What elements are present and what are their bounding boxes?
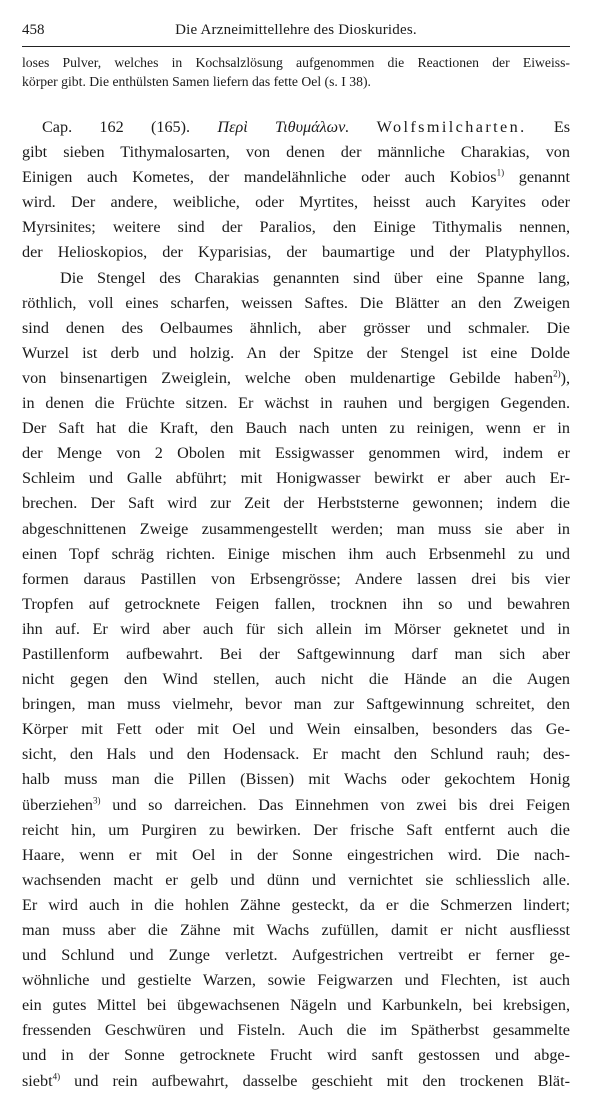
text-line: und Schlund und Zunge verletzt. Aufgestrichen vertreibt er ferner ge- — [22, 946, 570, 965]
text-line: man muss aber die Zähne mit Wachs zufüllen, damit er nicht ausfliesst — [22, 921, 570, 939]
text-line: Der Saft hat die Kraft, den Bauch nach unten zu reinigen, wenn er in — [22, 419, 570, 438]
text-line: wird. Der andere, weibliche, oder Myrtites, heisst auch Karyites oder — [22, 193, 570, 212]
page-header — [22, 22, 570, 44]
greek-title: Περὶ Τιθυμάλων. — [217, 118, 350, 136]
text-line: Pastillenform aufbewahrt. Bei der Saftgewinnung darf man sich aber — [22, 644, 570, 663]
footnote-marker: 1) — [496, 167, 505, 178]
chapter-heading-line — [22, 115, 570, 140]
text-line — [22, 165, 570, 190]
page-number: 458 — [22, 22, 45, 38]
text-line: und in der Sonne getrocknete Frucht wird sanft gestossen und abge- — [22, 1046, 570, 1065]
chapter-body — [22, 115, 570, 1094]
text-line: Wurzel ist derb und holzig. An der Spitze der Stengel ist eine Dolde — [22, 343, 570, 362]
text-fragment: und so darreichen. Das Einnehmen von zwei bis drei Feigen — [112, 795, 571, 814]
text-line — [22, 793, 570, 818]
running-title: Die Arzneimittellehre des Dioskurides. — [175, 22, 417, 38]
text-line: der Helioskopios, der Kyparisias, der baumartige und der Platyphyllos. — [22, 243, 570, 262]
text-line: Tropfen auf getrocknete Feigen fallen, trocknen ihn so und bewahren — [22, 594, 570, 613]
text-line: brechen. Der Saft wird zur Zeit der Herbststerne gewonnen; indem die — [22, 494, 570, 513]
text-fragment: Es — [553, 118, 571, 136]
text-line: Die Stengel des Charakias genannten sind über eine Spanne lang, — [60, 268, 570, 287]
text-line: fressenden Geschwüren und Fisteln. Auch die im Spätherbst gesammelte — [22, 1021, 570, 1040]
text-line: halb muss man die Pillen (Bissen) mit Wachs oder gekochtem Honig — [22, 770, 570, 789]
text-line: Schleim und Galle abführt; mit Honigwasser bewirkt er aber auch Er- — [22, 469, 570, 488]
chapter-label: Cap. 162 (165). — [42, 118, 191, 136]
text-fragment: überziehen — [22, 795, 94, 814]
text-fragment: von binsenartigen Zweiglein, welche oben muldenartige Gebilde haben — [22, 368, 554, 387]
text-line: formen daraus Pastillen von Erbsengrösse; Andere lassen drei bis vier — [22, 569, 570, 588]
text-fragment: siebt — [22, 1071, 53, 1090]
footnote-marker: 3) — [93, 795, 101, 806]
text-line: röthlich, voll eines scharfen, weissen Saftes. Die Blätter an den Zweigen — [22, 293, 570, 312]
text-line: in denen die Früchte sitzen. Er wächst in rauhen und bergigen Gegenden. — [22, 394, 570, 413]
continuation-paragraph — [22, 53, 570, 91]
text-line: Myrsinites; weitere sind der Paralios, den Einige Tithymalis nennen, — [22, 218, 570, 237]
text-line: der Menge von 2 Obolen mit Essigwasser genommen wird, indem er — [22, 444, 570, 463]
text-fragment: Einigen auch Kometes, der mandelähnliche oder auch Kobios — [22, 168, 497, 187]
continuation-line: loses Pulver, welches in Kochsalzlösung aufgenommen die Reactionen der Eiweiss- — [22, 55, 570, 70]
text-fragment: und rein aufbewahrt, dasselbe geschieht mit den trockenen Blät- — [74, 1071, 570, 1090]
text-line: bringen, man muss vielmehr, bevor man zur Saftgewinnung schreitet, den — [22, 695, 570, 714]
header-rule — [22, 46, 570, 47]
text-line: Körper mit Fett oder mit Oel und Wein einsalben, besonders das Ge- — [22, 720, 570, 739]
text-line: abgeschnittenen Zweige zusammengestellt werden; man muss sie aber in — [22, 519, 570, 538]
text-line: nicht gegen den Wind stellen, auch nicht die Hände an die Augen — [22, 670, 570, 689]
text-line: ihn auf. Er wird aber auch für sich allein im Mörser geknetet und in — [22, 619, 570, 638]
text-line: ein gutes Mittel bei übgewachsenen Nägeln und Karbunkeln, bei krebsigen, — [22, 996, 570, 1015]
text-line: wachsenden macht er gelb und dünn und vernichtet sie schliesslich alle. — [22, 870, 570, 889]
text-line: Haare, wenn er mit Oel in der Sonne eingestrichen wird. Die nach- — [22, 845, 570, 864]
text-line: reicht hin, um Purgiren zu bewirken. Der frische Saft entfernt auch die — [22, 820, 570, 839]
text-line: einen Topf schräg richten. Einige mischen ihm auch Erbsenmehl zu und — [22, 544, 570, 563]
text-line: Er wird auch in die hohlen Zähne gesteckt, da er die Schmerzen lindert; — [22, 895, 570, 914]
text-line: sind denen des Oelbaumes ähnlich, aber grösser und schmaler. Die — [22, 318, 570, 337]
text-fragment: ), — [560, 368, 570, 387]
continuation-line: körper gibt. Die enthülsten Samen liefern das fette Oel (s. I 38). — [22, 74, 371, 89]
footnote-marker: 2) — [553, 368, 561, 379]
text-line — [22, 1069, 570, 1094]
text-line: gibt sieben Tithymalosarten, von denen der männliche Charakias, von — [22, 143, 570, 162]
german-title: Wolfsmilcharten. — [376, 118, 527, 136]
text-line: wöhnliche und gestielte Warzen, sowie Feigwarzen und Flechten, ist auch — [22, 971, 570, 990]
text-fragment: genannt — [518, 168, 571, 187]
text-line: sicht, den Hals und den Hodensack. Er macht den Schlund rauh; des- — [22, 745, 570, 764]
footnote-marker: 4) — [52, 1071, 61, 1082]
text-line — [22, 366, 570, 391]
